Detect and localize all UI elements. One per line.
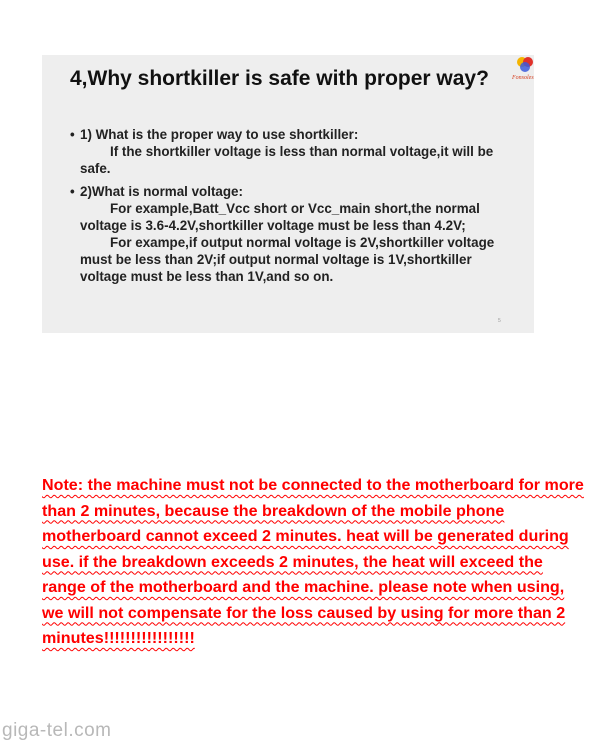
- slide-title: 4,Why shortkiller is safe with proper way?: [70, 67, 489, 90]
- warning-note: Note: the machine must not be connected to the motherboard for more than 2 minutes, because the breakdown of the mobile phone motherboard cannot exceed 2 minutes. heat will be generated during use. if the breakdown exceeds 2 minutes, the heat will exceed the range of the motherboard and the machine. please note when using, we will not compensate for the loss caused by using for more than 2 minutes!!!!!!!!!!!!!!!!!: [42, 476, 584, 647]
- bullet-heading: 1) What is the proper way to use shortkiller:: [80, 127, 359, 142]
- bullet-list: [70, 126, 520, 285]
- bullet-item: [70, 126, 520, 177]
- bullet-dot: •: [70, 184, 75, 199]
- slide-image: [42, 55, 534, 333]
- bullet-dot: •: [70, 127, 75, 142]
- bullet-example: For example,Batt_Vcc short or Vcc_main short,the normal voltage is 3.6-4.2V,shortkiller voltage must be less than 4.2V;: [80, 201, 480, 233]
- slide-page-number: 5: [498, 318, 501, 324]
- watermark: giga-tel.com: [2, 720, 112, 741]
- brand-logo-icon: [516, 55, 534, 75]
- bullet-example: For exampe,if output normal voltage is 2V,shortkiller voltage must be less than 2V;if output normal voltage is 1V,shortkiller voltage must be less than 1V,and so on.: [80, 235, 495, 284]
- bullet-body: If the shortkiller voltage is less than normal voltage,it will be safe.: [80, 144, 494, 176]
- bullet-heading: 2)What is normal voltage:: [80, 184, 243, 199]
- bullet-item: [70, 183, 520, 285]
- brand-logo-text: Fonsoles: [512, 75, 534, 81]
